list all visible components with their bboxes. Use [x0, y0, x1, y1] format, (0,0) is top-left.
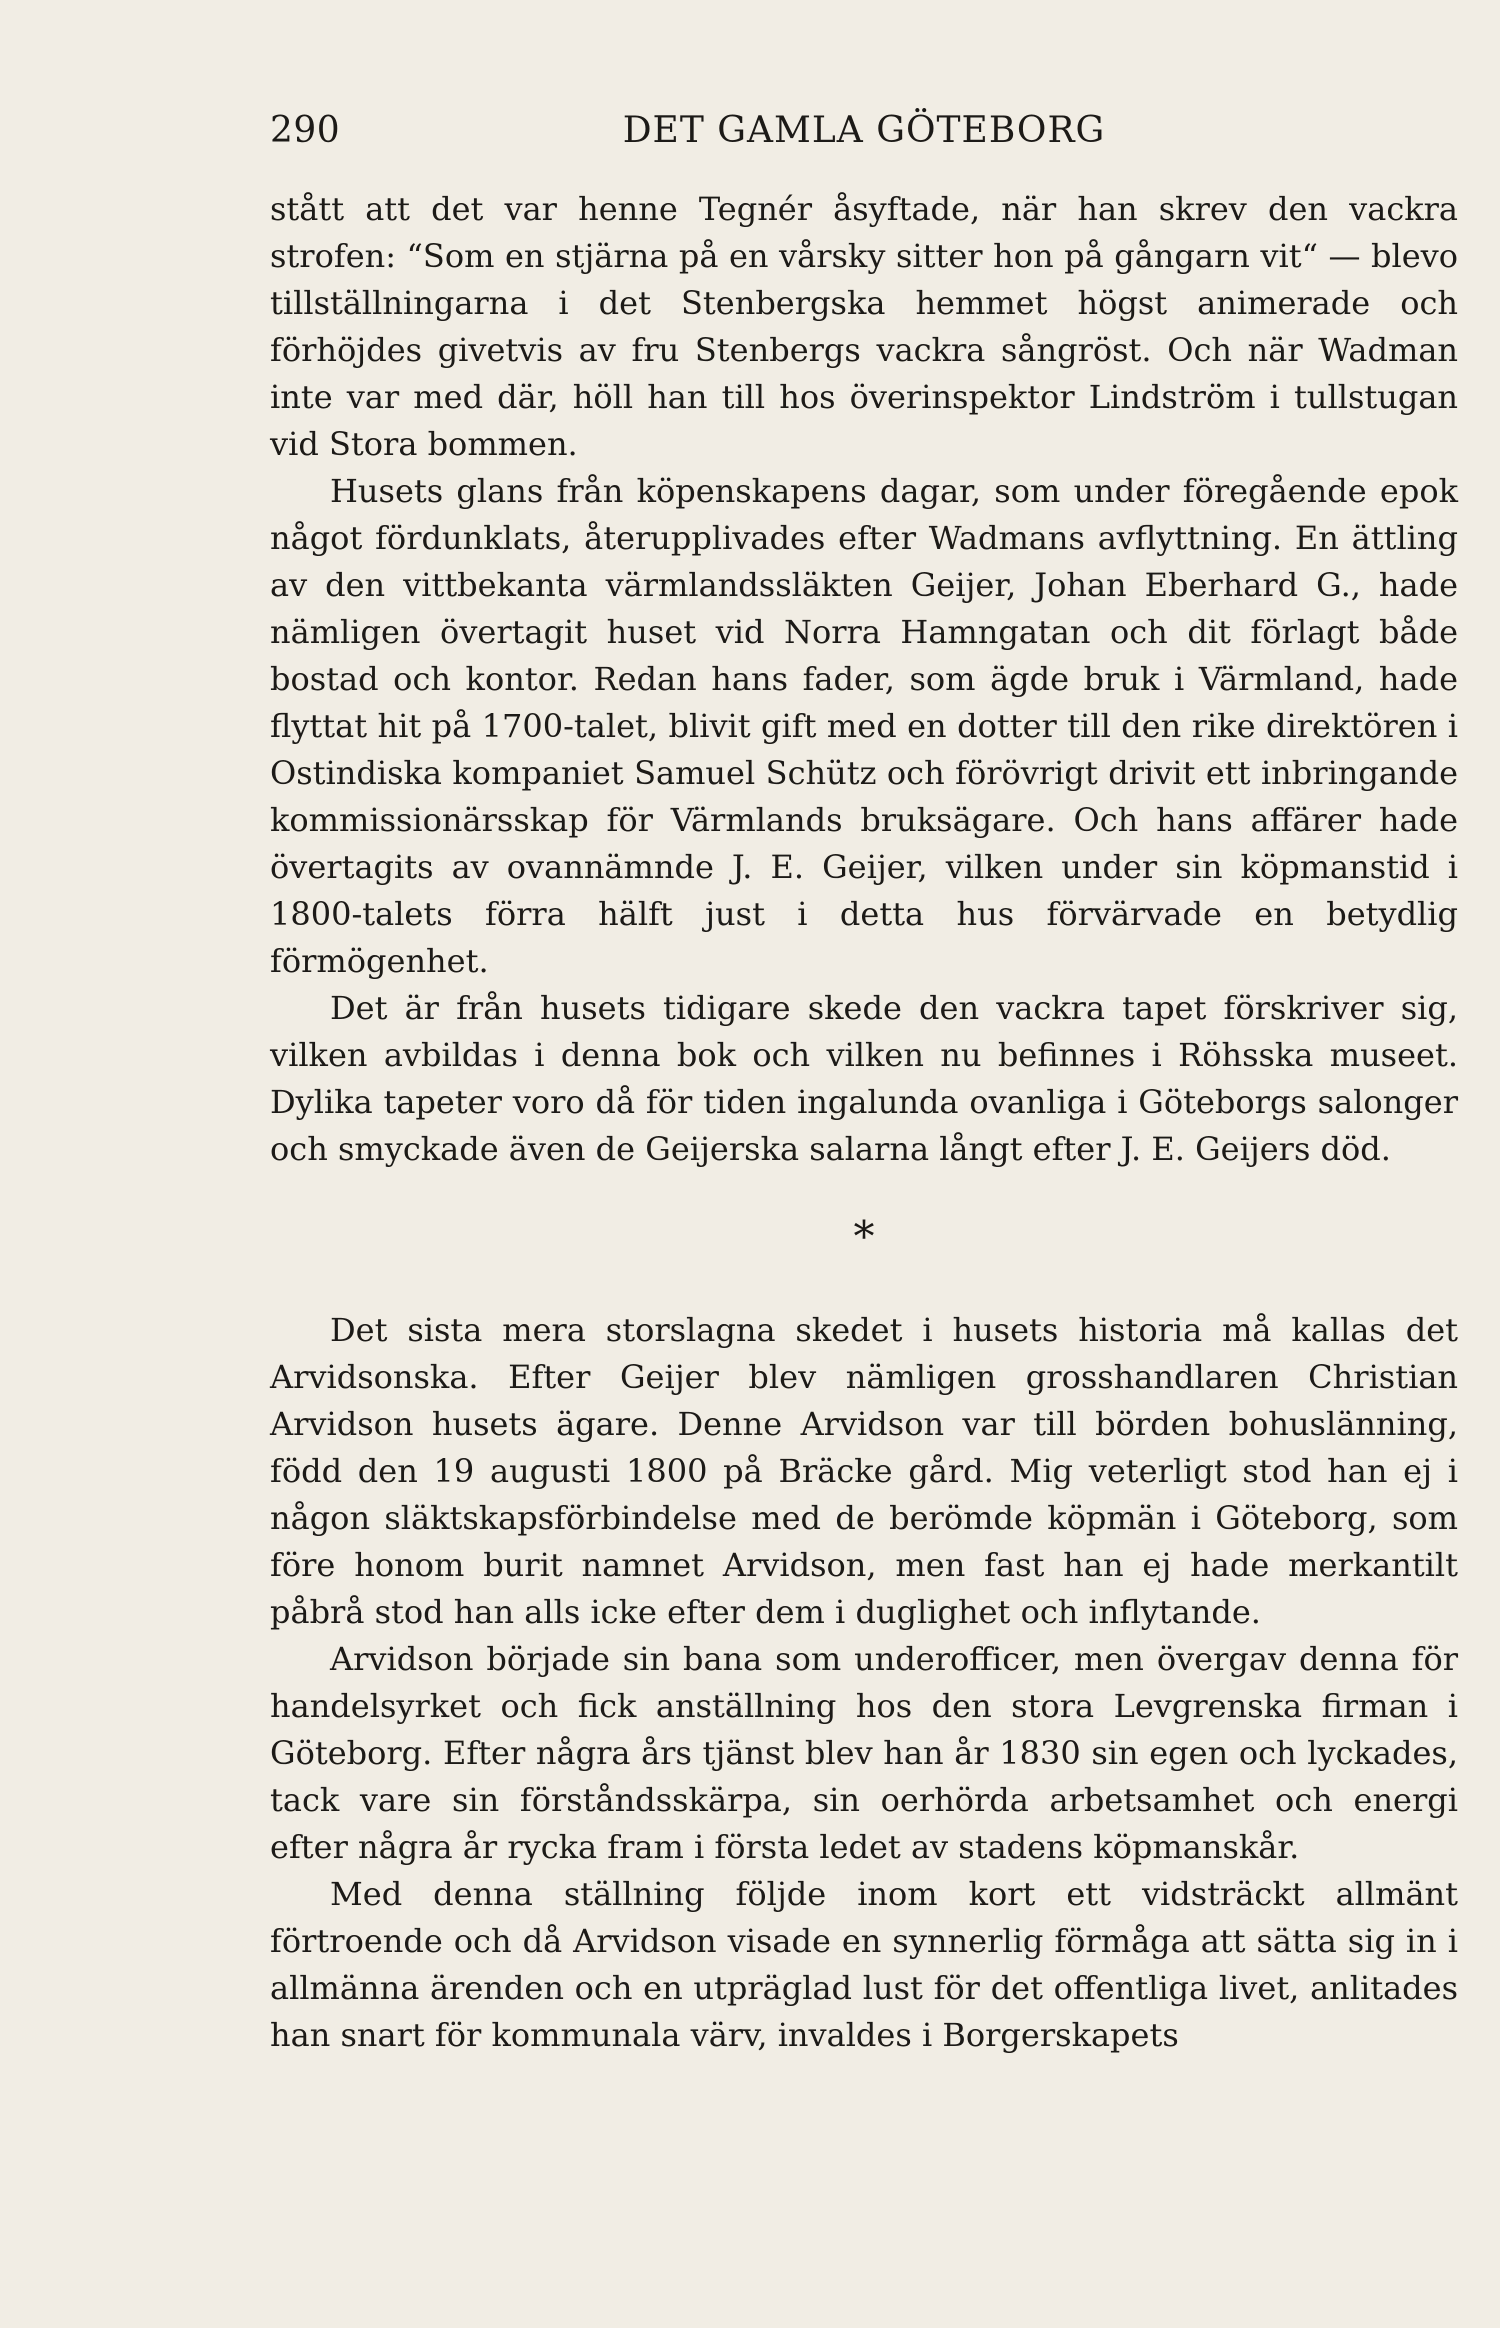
paragraph: stått att det var henne Tegnér åsyftade, när han skrev den vackra strofen: “Som en stjärna på en vårsky sitter hon på gångarn vit“ — blevo tillställningarna i det Stenbergska hemmet högst animerade och förhöjdes givetvis av fru Stenbergs vackra sångröst. Och när Wadman inte var med där, höll han till hos överinspektor Lindström i tullstugan vid Stora bommen.: [270, 190, 1458, 463]
paragraph: Husets glans från köpenskapens dagar, som under föregående epok något fördunklats, återupplivades efter Wadmans avflyttning. En ättling av den vittbekanta värmlandssläkten Geijer, Johan Eberhard G., hade nämligen övertagit huset vid Norra Hamngatan och dit förlagt både bostad och kontor. Redan hans fader, som ägde bruk i Värmland, hade flyttat hit på 1700-talet, blivit gift med en dotter till den rike direktören i Ostindiska kompaniet Samuel Schütz och förövrigt drivit ett inbringande kommissionärsskap för Värmlands bruksägare. Och hans affärer hade övertagits av ovannämnde J. E. Geijer, vilken under sin köpmanstid i 1800-talets förra hälft just i detta hus förvärvade en betydlig förmögenhet.: [270, 472, 1458, 980]
paragraph: Det är från husets tidigare skede den vackra tapet förskriver sig, vilken avbildas i denna bok och vilken nu befinnes i Röhsska museet. Dylika tapeter voro då för tiden ingalunda ovanliga i Göteborgs salonger och smyckade även de Geijerska salarna långt efter J. E. Geijers död.: [270, 989, 1458, 1168]
page-header: [270, 110, 1458, 162]
paragraph: Arvidson började sin bana som underofficer, men övergav denna för handelsyrket och fick anställning hos den stora Levgrenska firman i Göteborg. Efter några års tjänst blev han år 1830 sin egen och lyckades, tack vare sin förståndsskärpa, sin oerhörda arbetsamhet och energi efter några år rycka fram i första ledet av stadens köpmanskår.: [270, 1640, 1458, 1866]
paragraph: Med denna ställning följde inom kort ett vidsträckt allmänt förtroende och då Arvidson visade en synnerlig förmåga att sätta sig in i allmänna ärenden och en utpräglad lust för det offentliga livet, anlitades han snart för kommunala värv, invaldes i Borgerskapets: [270, 1875, 1458, 2054]
body-text: [270, 186, 1458, 2059]
paragraph: Det sista mera storslagna skedet i husets historia må kallas det Arvidsonska. Efter Geijer blev nämligen grosshandlaren Christian Arvidson husets ägare. Denne Arvidson var till börden bohuslänning, född den 19 augusti 1800 på Bräcke gård. Mig veterligt stod han ej i någon släktskapsförbindelse med de berömde köpmän i Göteborg, som före honom burit namnet Arvidson, men fast han ej hade merkantilt påbrå stod han alls icke efter dem i duglighet och inflytande.: [270, 1311, 1458, 1631]
page-number: 290: [270, 110, 341, 151]
section-divider: *: [853, 1212, 875, 1261]
running-title: DET GAMLA GÖTEBORG: [622, 110, 1106, 151]
